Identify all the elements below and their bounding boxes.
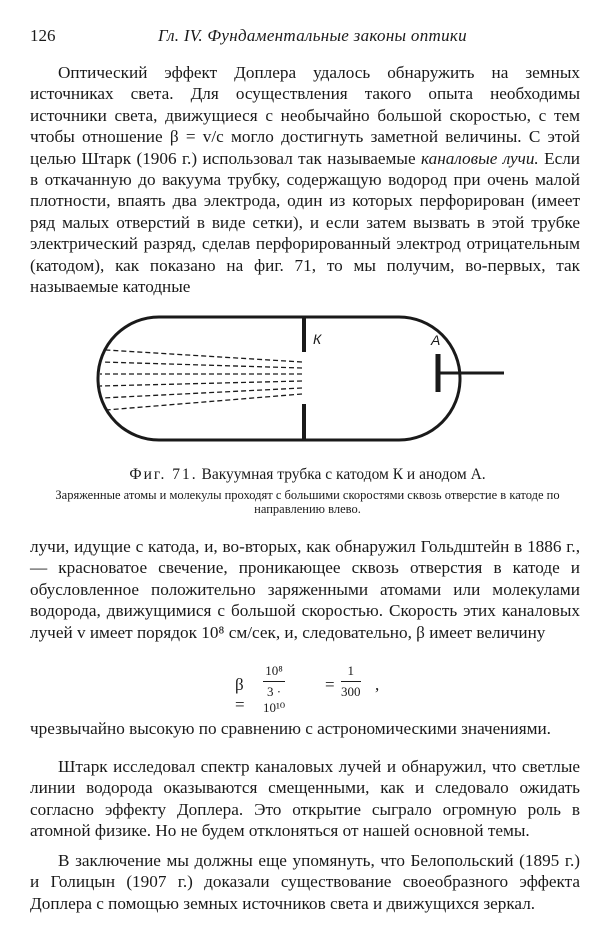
fraction-2-denominator: 300 [341, 684, 361, 699]
tube-outline [98, 317, 460, 440]
anode-label: А [431, 332, 441, 348]
paragraph-1-text-b: Если в откачанную до вакуума трубку, содержащую водород при очень малой плотности, впаять два электрода, один из которых перфорирован (имеет ряд малых отверстий в виде сетки), и если затем вызвать в этой трубке электрический разряд, сделав перфорированный электрод отрицательным (катодом), как показано на фиг. 71, то мы получим, во-первых, так называемые катодные [30, 148, 580, 297]
figure-title: Вакуумная трубка с катодом К и анодом А. [201, 466, 486, 483]
ray-1 [106, 350, 302, 362]
figure-caption-description: Заряженные атомы и молекулы проходят с большими скоростями сквозь отверстие в катоде по направлению влево. [55, 488, 560, 516]
ray-4 [100, 381, 302, 386]
paragraph-3: чрезвычайно высокую по сравнению с астрономическими значениями. [30, 719, 551, 738]
figure-caption-title [40, 466, 575, 484]
paragraph-5: В заключение мы должны еще упомянуть, что Белопольский (1895 г.) и Голицын (1907 г.) доказали существование своеобразного эффекта Доплера с помощью земных источников света и движущихся зеркал. [30, 851, 580, 913]
fraction-1-numerator: 10⁸ [265, 663, 283, 678]
paragraph-1 [30, 62, 580, 297]
figure-label: Фиг. 71. [129, 466, 198, 483]
fraction-2-numerator: 1 [347, 663, 354, 678]
fraction-2 [341, 663, 361, 700]
fraction-2-bar [341, 681, 361, 682]
formula-beta: β = [235, 675, 245, 714]
cathode-label: К [313, 331, 322, 347]
vacuum-tube-figure [90, 312, 510, 450]
running-title: Гл. IV. Фундаментальные законы оптики [158, 26, 467, 45]
fraction-1 [263, 663, 285, 716]
paragraph-1-text-a: Оптический эффект Доплера удалось обнаружить на земных источниках света. Для осуществления такого опыта необходимы источники света, движущиеся с необычайно большой скоростью, с тем чтобы отношение β = v/c могло достигнуть заметной величины. С этой целью Штарк (1906 г.) использовал так называемые [30, 63, 580, 168]
formula-equals: = [325, 675, 335, 694]
paragraph-2: лучи, идущие с катода, и, во-вторых, как обнаружил Гольдштейн в 1886 г., — красноватое свечение, проникающее сквозь отверстия в катоде и обусловленное положительно заряженными атомами или молекулами водорода, движущимися с большой скоростью. Скорость этих каналовых лучей v имеет порядок 10⁸ см/сек, и, следовательно, β имеет величину [30, 537, 580, 642]
fraction-1-bar [263, 681, 285, 682]
ray-6 [106, 394, 302, 410]
canal-rays [100, 350, 302, 410]
ray-2 [102, 362, 302, 368]
paragraph-1-italic-term: каналовые лучи. [421, 148, 539, 168]
paragraph-4: Штарк исследовал спектр каналовых лучей и обнаружил, что светлые линии водорода оказываются смещенными, как и следовало ожидать согласно эффекту Доплера. Это открытие сыграло огромную роль в атомной физике. Но не будем отклоняться от нашей основной темы. [30, 757, 580, 841]
ray-5 [102, 388, 302, 398]
page-header [30, 26, 573, 50]
formula-comma: , [375, 675, 380, 694]
page-number: 126 [30, 26, 56, 45]
fraction-1-denominator: 3 · 10¹⁰ [263, 684, 286, 715]
